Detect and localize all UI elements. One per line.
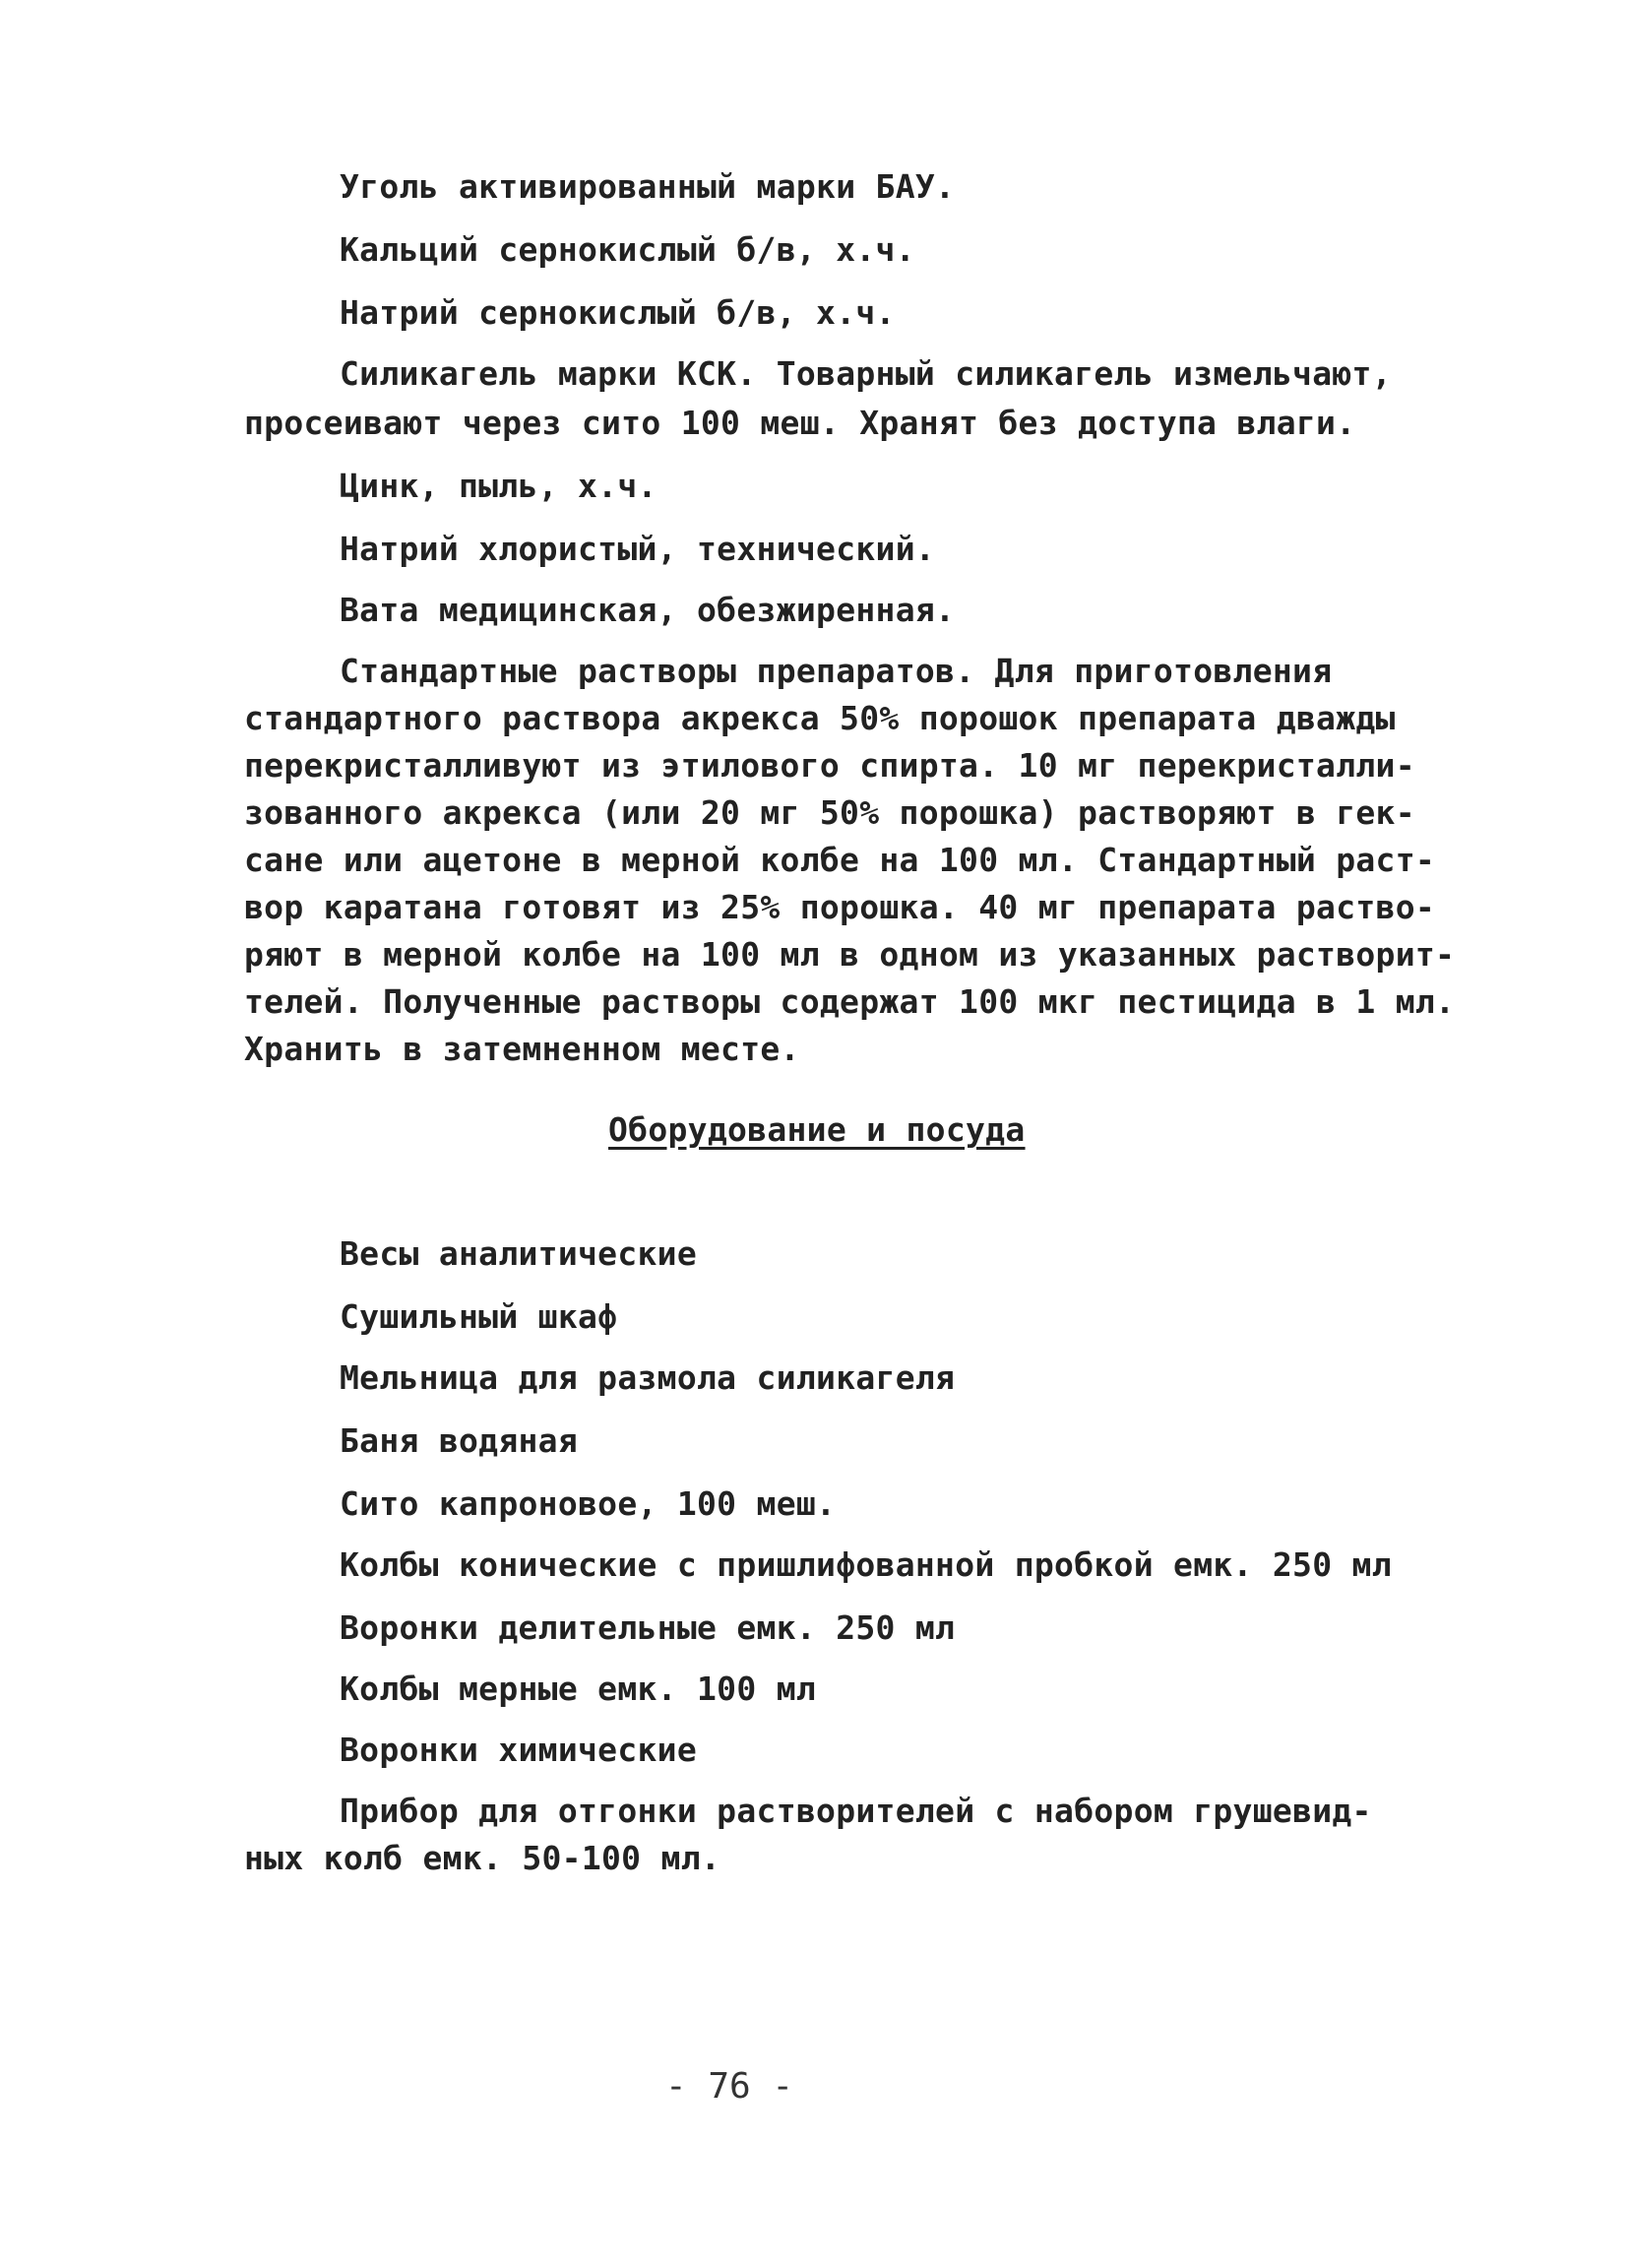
reagent-line-cotton: Вата медицинская, обезжиренная.	[340, 591, 956, 629]
standards-line-4: зованного акрекса (или 20 мг 50% порошка) растворяют в гек-	[244, 793, 1415, 832]
standards-line-1: Стандартные растворы препаратов. Для приготовления	[340, 652, 1333, 690]
standards-line-5: сане или ацетоне в мерной колбе на 100 мл. Стандартный раст-	[244, 841, 1436, 879]
reagent-line-zinc: Цинк, пыль, х.ч.	[340, 467, 657, 505]
reagent-line-silica-1: Силикагель марки КСК. Товарный силикагель измельчают,	[340, 354, 1392, 393]
section-heading-equipment: Оборудование и посуда	[608, 1110, 1026, 1149]
standards-line-2: стандартного раствора акрекса 50% порошок препарата дважды	[244, 699, 1396, 737]
reagent-line-sodium-chloride: Натрий хлористый, технический.	[340, 530, 936, 568]
equipment-item: Колбы конические с пришлифованной пробкой емк. 250 мл	[340, 1545, 1392, 1584]
equipment-item: Сито капроновое, 100 меш.	[340, 1484, 837, 1523]
equipment-item: Воронки делительные емк. 250 мл	[340, 1608, 956, 1647]
equipment-item: Весы аналитические	[340, 1234, 698, 1273]
equipment-item: Сушильный шкаф	[340, 1297, 618, 1336]
reagent-line-calcium: Кальций сернокислый б/в, х.ч.	[340, 230, 915, 269]
equipment-item: Баня водяная	[340, 1421, 579, 1460]
equipment-item: Мельница для размола силикагеля	[340, 1358, 956, 1397]
equipment-item: Прибор для отгонки растворителей с набором грушевид-	[340, 1792, 1372, 1830]
standards-line-7: ряют в мерной колбе на 100 мл в одном из указанных растворит-	[244, 935, 1456, 974]
standards-line-3: перекристалливуют из этилового спирта. 10 мг перекристалли-	[244, 746, 1415, 785]
equipment-item-continued: ных колб емк. 50-100 мл.	[244, 1839, 721, 1877]
reagent-line-sodium-sulfate: Натрий сернокислый б/в, х.ч.	[340, 293, 896, 332]
standards-line-9: Хранить в затемненном месте.	[244, 1030, 800, 1068]
reagent-line-silica-2: просеивают через сито 100 меш. Хранят без доступа влаги.	[244, 404, 1356, 442]
equipment-item: Воронки химические	[340, 1731, 698, 1769]
page-number: - 76 -	[665, 2066, 794, 2107]
standards-line-8: телей. Полученные растворы содержат 100 мкг пестицида в 1 мл.	[244, 982, 1456, 1021]
reagent-line-coal: Уголь активированный марки БАУ.	[340, 167, 956, 206]
equipment-item: Колбы мерные емк. 100 мл	[340, 1670, 817, 1708]
standards-line-6: вор каратана готовят из 25% порошка. 40 мг препарата раство-	[244, 888, 1436, 926]
